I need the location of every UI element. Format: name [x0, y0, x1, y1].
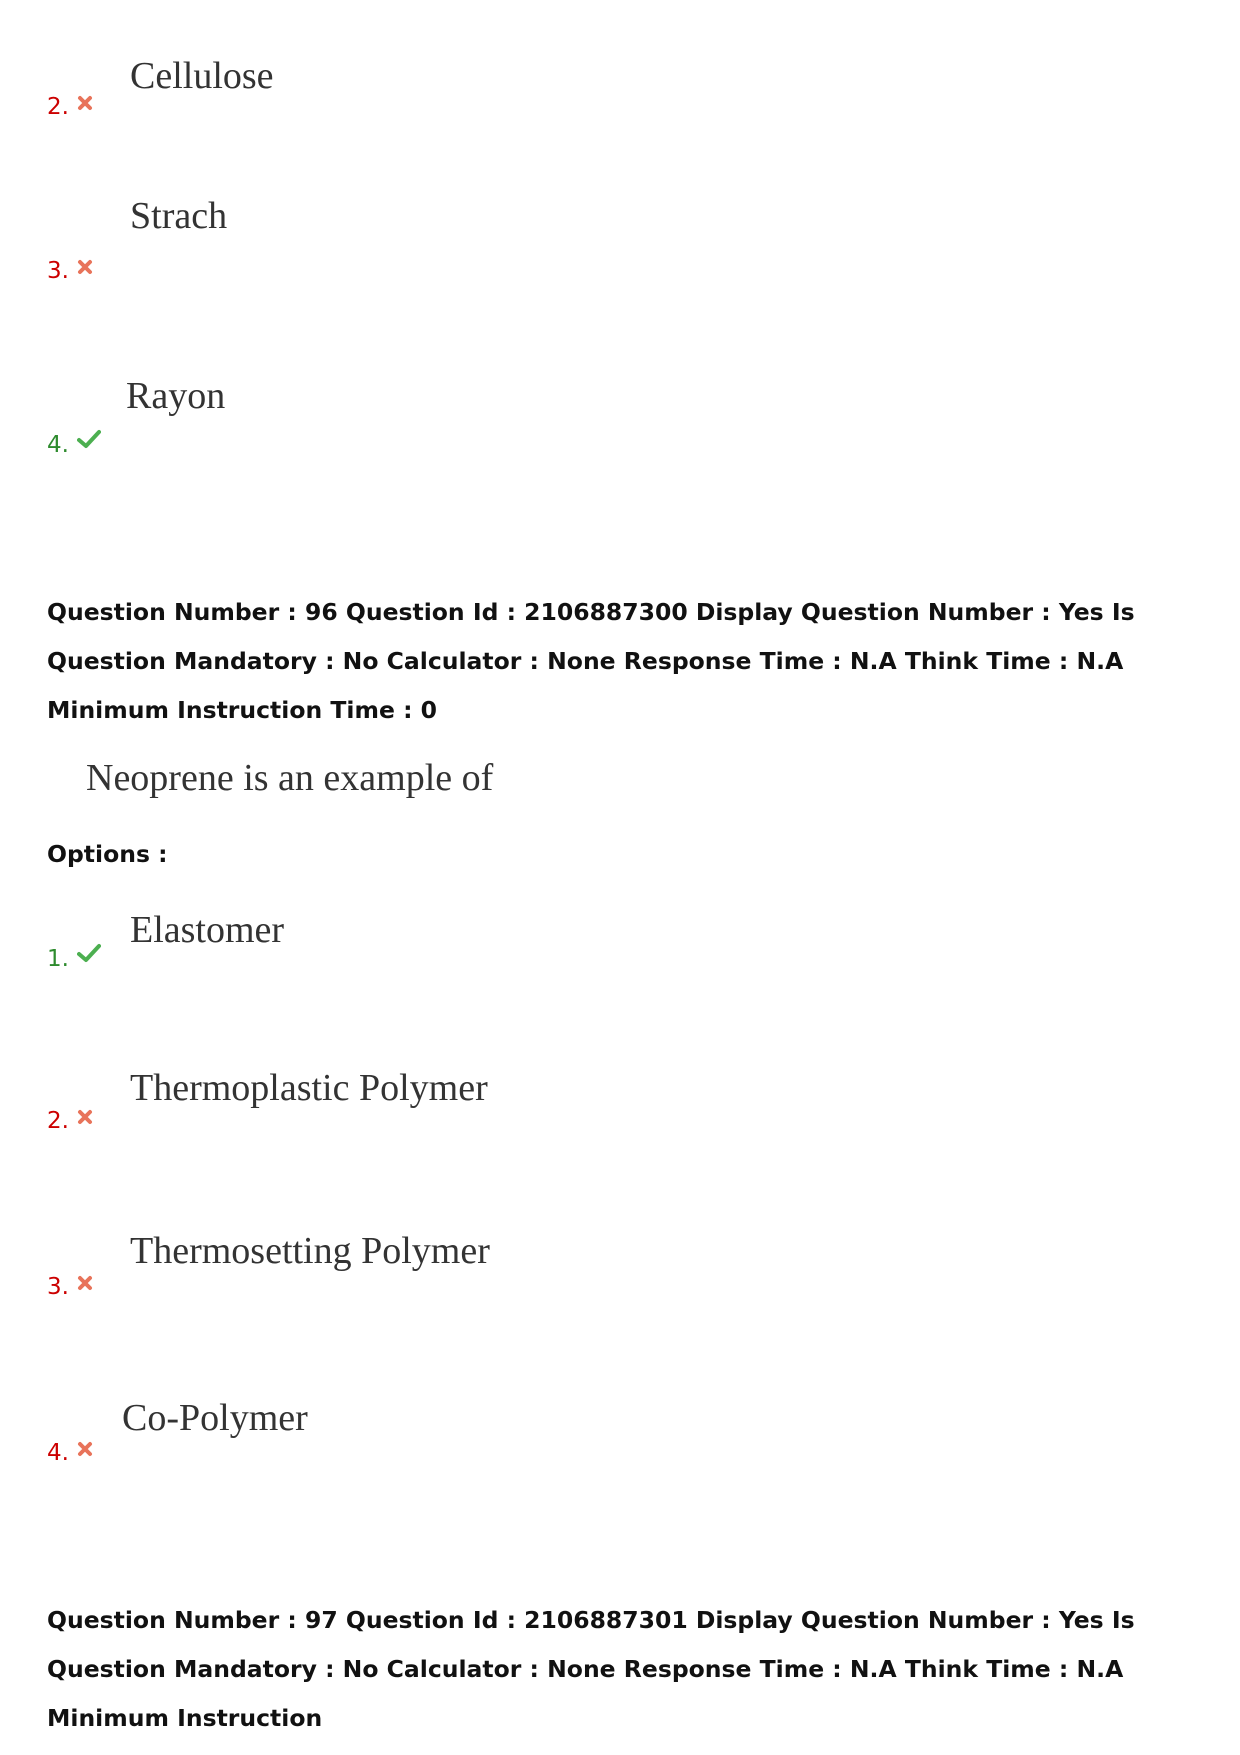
question-text: Neoprene is an example of	[86, 757, 494, 799]
cross-icon	[77, 255, 93, 281]
option-number: 1.	[47, 946, 101, 973]
option-number: 4.	[47, 1440, 93, 1467]
option-text: Cellulose	[130, 55, 274, 97]
cross-icon	[77, 91, 93, 117]
option-number: 2.	[47, 1108, 93, 1135]
option-number: 3.	[47, 258, 93, 285]
check-icon	[77, 429, 101, 455]
option-number: 2.	[47, 94, 93, 121]
cross-icon	[77, 1437, 93, 1463]
option-text: Elastomer	[130, 909, 285, 951]
option-number: 4.	[47, 432, 101, 459]
options-label: Options :	[47, 840, 168, 868]
option-text: Rayon	[126, 375, 226, 417]
cross-icon	[77, 1105, 93, 1131]
option-text: Co-Polymer	[122, 1397, 308, 1439]
cross-icon	[77, 1271, 93, 1297]
check-icon	[77, 943, 101, 969]
option-text: Thermosetting Polymer	[130, 1230, 490, 1272]
option-text: Thermoplastic Polymer	[130, 1067, 488, 1109]
question-meta: Question Number : 96 Question Id : 2106887300 Display Question Number : Yes Is Question Mandatory : No Calculator : None Response Time : N.A Think Time : N.A Minimum Instruction Time : 0	[47, 598, 1135, 724]
option-text: Strach	[130, 195, 228, 237]
question-meta: Question Number : 97 Question Id : 2106887301 Display Question Number : Yes Is Question Mandatory : No Calculator : None Response Time : N.A Think Time : N.A Minimum Instruction	[47, 1606, 1135, 1732]
option-number: 3.	[47, 1274, 93, 1301]
